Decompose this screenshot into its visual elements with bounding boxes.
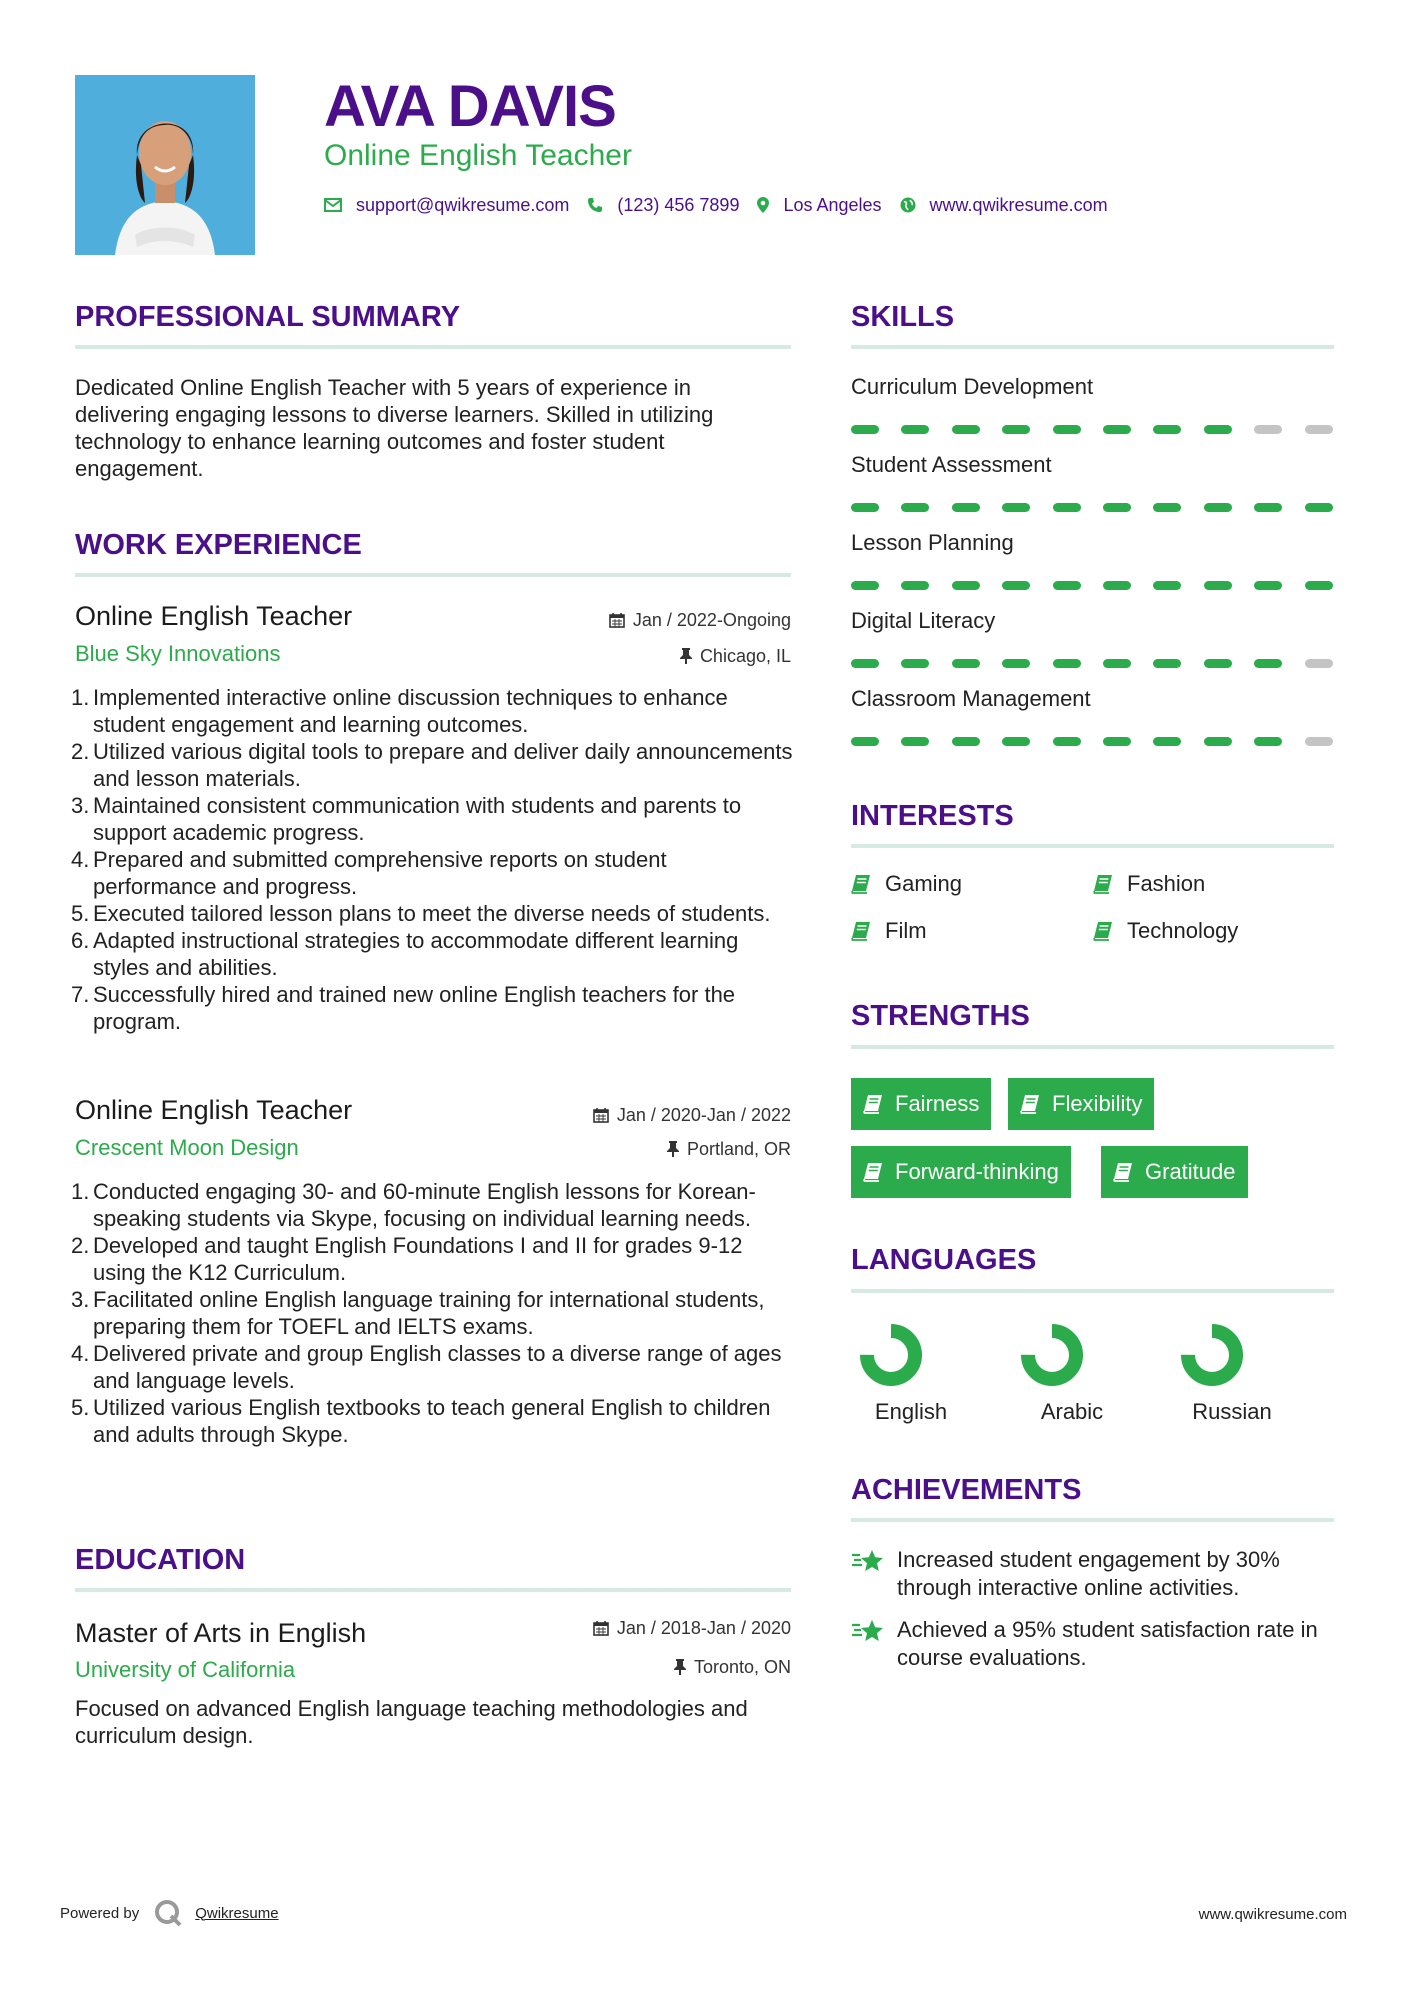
skill-dot-filled: [1153, 425, 1181, 434]
skill-dot-filled: [901, 503, 929, 512]
contact-location: [757, 193, 881, 217]
powered-by-label: Powered by: [60, 1904, 140, 1922]
book-icon: [851, 921, 871, 941]
candidate-name: AVA DAVIS: [324, 74, 616, 139]
map-pin-icon: [757, 197, 769, 213]
list-item: 7. Successfully hired and trained new online English teachers for the program.: [71, 982, 736, 1034]
star-achievement-icon: [851, 1618, 885, 1644]
interest-item: Fashion: [1093, 870, 1205, 898]
achievement-item: Achieved a 95% student satisfaction rate in course evaluations.: [851, 1616, 1336, 1672]
footer-brand-link[interactable]: Qwikresume: [195, 1904, 279, 1922]
job-2-location: [450, 1138, 791, 1160]
education-school: University of California: [75, 1657, 296, 1682]
summary-rule: [75, 345, 791, 349]
interest-item: Film: [851, 917, 927, 945]
strength-tag: Gratitude: [1101, 1146, 1248, 1198]
skill-dot-filled: [851, 737, 879, 746]
summary-text: Dedicated Online English Teacher with 5 years of experience in delivering engaging lessons to diverse learners. Skilled in utilizing technology to enhance learning outcomes and foster student engagement.: [75, 375, 714, 481]
phone-text: (123) 456 7899: [617, 195, 740, 215]
language-item: [1167, 1320, 1297, 1426]
location-text: Los Angeles: [783, 195, 882, 215]
book-icon: [863, 1094, 883, 1114]
education-location-text: Toronto, ON: [693, 1657, 791, 1677]
list-item: 4. Prepared and submitted comprehensive reports on student performance and progress.: [71, 847, 667, 899]
job-1-location-text: Chicago, IL: [699, 646, 791, 666]
contact-phone[interactable]: [587, 193, 739, 217]
skill-name: Student Assessment: [851, 452, 1052, 477]
education-heading: EDUCATION: [75, 1544, 246, 1576]
skills-rule: [851, 345, 1334, 349]
calendar-icon: [593, 1107, 609, 1123]
list-item: 4. Delivered private and group English classes to a diverse range of ages and language levels.: [71, 1341, 782, 1393]
job-2-bullets: [71, 1178, 795, 1448]
skill-dot-filled: [1103, 503, 1131, 512]
job-1-dates: [450, 609, 791, 631]
skill-dot-filled: [901, 425, 929, 434]
skill-dot-filled: [952, 659, 980, 668]
skill-dot-filled: [1153, 659, 1181, 668]
skill-dot-filled: [1053, 581, 1081, 590]
globe-icon: [900, 197, 916, 213]
education-degree: Master of Arts in English: [75, 1618, 367, 1648]
strength-tag: Fairness: [851, 1078, 991, 1130]
contact-website[interactable]: [900, 193, 1108, 217]
language-name: Arabic: [1040, 1399, 1104, 1424]
languages-heading: LANGUAGES: [851, 1244, 1037, 1276]
book-icon: [863, 1162, 883, 1182]
calendar-icon: [593, 1620, 609, 1636]
skill-dot-filled: [1204, 659, 1232, 668]
experience-rule: [75, 573, 791, 577]
skill-dot-filled: [1204, 737, 1232, 746]
envelope-icon: [324, 198, 342, 212]
skill-dot-filled: [1053, 737, 1081, 746]
achievements-rule: [851, 1518, 1334, 1522]
strengths-rule: [851, 1045, 1334, 1049]
profile-photo-illustration: [75, 75, 255, 255]
skill-dot-empty: [1254, 425, 1282, 434]
skill-rating: [851, 659, 1333, 668]
skill-dot-filled: [1002, 581, 1030, 590]
experience-heading: WORK EXPERIENCE: [75, 529, 362, 561]
language-ring: [1177, 1320, 1247, 1390]
language-item: [846, 1320, 976, 1426]
website-text: www.qwikresume.com: [929, 195, 1108, 215]
skill-name: Classroom Management: [851, 686, 1091, 711]
strengths-heading: STRENGTHS: [851, 1000, 1030, 1032]
interest-item: Gaming: [851, 870, 962, 898]
education-rule: [75, 1588, 791, 1592]
pushpin-icon: [674, 1659, 686, 1675]
strength-tag: Forward-thinking: [851, 1146, 1071, 1198]
skill-dot-filled: [1254, 581, 1282, 590]
pushpin-icon: [680, 648, 692, 664]
summary-heading: PROFESSIONAL SUMMARY: [75, 301, 461, 333]
skill-rating: [851, 581, 1333, 590]
language-ring: [856, 1320, 926, 1390]
skill-dot-filled: [1053, 425, 1081, 434]
list-item: 2. Utilized various digital tools to prepare and deliver daily announcements and lesson materials.: [71, 739, 793, 791]
skill-name: Curriculum Development: [851, 374, 1094, 399]
language-ring: [1017, 1320, 1087, 1390]
skill-dot-empty: [1305, 659, 1333, 668]
skill-dot-empty: [1305, 425, 1333, 434]
skill-dot-filled: [1204, 425, 1232, 434]
skill-dot-filled: [1103, 737, 1131, 746]
job-2-title: Online English Teacher: [75, 1095, 353, 1125]
contact-email[interactable]: [324, 193, 569, 217]
list-item: 1. Implemented interactive online discussion techniques to enhance student engagement and learning outcomes.: [71, 685, 728, 737]
skill-dot-filled: [1002, 737, 1030, 746]
skill-dot-filled: [952, 737, 980, 746]
skill-dot-filled: [1153, 503, 1181, 512]
job-2-company: Crescent Moon Design: [75, 1135, 299, 1160]
strength-tag: Flexibility: [1008, 1078, 1154, 1130]
skill-name: Digital Literacy: [851, 608, 996, 633]
list-item: 5. Utilized various English textbooks to teach general English to children and adults through Skype.: [71, 1395, 771, 1447]
book-icon: [1113, 1162, 1133, 1182]
skill-dot-filled: [952, 581, 980, 590]
interest-item: Technology: [1093, 917, 1238, 945]
skill-dot-filled: [851, 581, 879, 590]
skill-dot-filled: [1204, 503, 1232, 512]
skill-dot-filled: [1002, 659, 1030, 668]
skill-dot-filled: [901, 737, 929, 746]
skill-dot-filled: [1103, 581, 1131, 590]
list-item: 1. Conducted engaging 30- and 60-minute English lessons for Korean-speaking students via Skype, focusing on individual learning needs.: [71, 1179, 756, 1231]
job-2-location-text: Portland, OR: [686, 1139, 791, 1159]
language-item: [1007, 1320, 1137, 1426]
email-text: support@qwikresume.com: [356, 195, 570, 215]
skill-dot-filled: [1002, 425, 1030, 434]
education-description: Focused on advanced English language teaching methodologies and curriculum design.: [75, 1696, 748, 1748]
skill-dot-filled: [1254, 503, 1282, 512]
skill-dot-filled: [1305, 503, 1333, 512]
skills-heading: SKILLS: [851, 301, 955, 333]
skill-dot-filled: [1254, 737, 1282, 746]
list-item: 3. Maintained consistent communication with students and parents to support academic progress.: [71, 793, 742, 845]
skill-dot-filled: [1305, 581, 1333, 590]
education-dates: [450, 1617, 791, 1639]
education-location: [450, 1656, 791, 1678]
skill-dot-filled: [1153, 737, 1181, 746]
skill-dot-filled: [1103, 659, 1131, 668]
achievement-item: Increased student engagement by 30% through interactive online activities.: [851, 1546, 1336, 1602]
qwikresume-logo-icon: [153, 1898, 183, 1928]
contact-bar: [324, 193, 1126, 217]
footer-powered-by: [60, 1898, 279, 1928]
skill-dot-filled: [851, 659, 879, 668]
job-1-location: [450, 645, 791, 667]
skill-dot-filled: [901, 581, 929, 590]
skill-dot-filled: [1053, 503, 1081, 512]
star-achievement-icon: [851, 1548, 885, 1574]
language-name: Russian: [1192, 1399, 1272, 1424]
book-icon: [1020, 1094, 1040, 1114]
list-item: 6. Adapted instructional strategies to accommodate different learning styles and abilities.: [71, 928, 739, 980]
skill-dot-filled: [1153, 581, 1181, 590]
job-1-company: Blue Sky Innovations: [75, 641, 281, 666]
skill-dot-filled: [1254, 659, 1282, 668]
candidate-title: Online English Teacher: [324, 139, 632, 172]
job-1-title: Online English Teacher: [75, 601, 353, 631]
calendar-icon: [609, 612, 625, 628]
language-name: English: [874, 1399, 948, 1424]
job-1-dates-text: Jan / 2022-Ongoing: [632, 610, 791, 630]
book-icon: [1093, 874, 1113, 894]
skill-rating: [851, 425, 1333, 434]
skill-dot-filled: [851, 503, 879, 512]
footer-url[interactable]: www.qwikresume.com: [1198, 1906, 1347, 1923]
list-item: 2. Developed and taught English Foundations I and II for grades 9-12 using the K12 Curriculum.: [71, 1233, 743, 1285]
skill-dot-filled: [1053, 659, 1081, 668]
achievements-heading: ACHIEVEMENTS: [851, 1474, 1082, 1506]
job-2-dates: [450, 1104, 791, 1126]
skill-dot-filled: [851, 425, 879, 434]
job-2-dates-text: Jan / 2020-Jan / 2022: [616, 1105, 791, 1125]
skill-dot-filled: [1103, 425, 1131, 434]
pushpin-icon: [667, 1141, 679, 1157]
book-icon: [1093, 921, 1113, 941]
skill-dot-empty: [1305, 737, 1333, 746]
skill-rating: [851, 737, 1333, 746]
skill-dot-filled: [952, 425, 980, 434]
phone-icon: [587, 197, 603, 213]
job-1-bullets: [71, 684, 795, 1035]
skill-dot-filled: [901, 659, 929, 668]
skill-rating: [851, 503, 1333, 512]
skill-dot-filled: [1002, 503, 1030, 512]
skill-dot-filled: [1204, 581, 1232, 590]
book-icon: [851, 874, 871, 894]
list-item: 5. Executed tailored lesson plans to meet the diverse needs of students.: [71, 901, 771, 926]
interests-rule: [851, 844, 1334, 848]
list-item: 3. Facilitated online English language training for international students, preparing them for TOEFL and IELTS exams.: [71, 1287, 765, 1339]
profile-photo: [75, 75, 255, 255]
skill-name: Lesson Planning: [851, 530, 1014, 555]
languages-rule: [851, 1289, 1334, 1293]
education-dates-text: Jan / 2018-Jan / 2020: [616, 1618, 791, 1638]
skill-dot-filled: [952, 503, 980, 512]
interests-heading: INTERESTS: [851, 800, 1014, 832]
